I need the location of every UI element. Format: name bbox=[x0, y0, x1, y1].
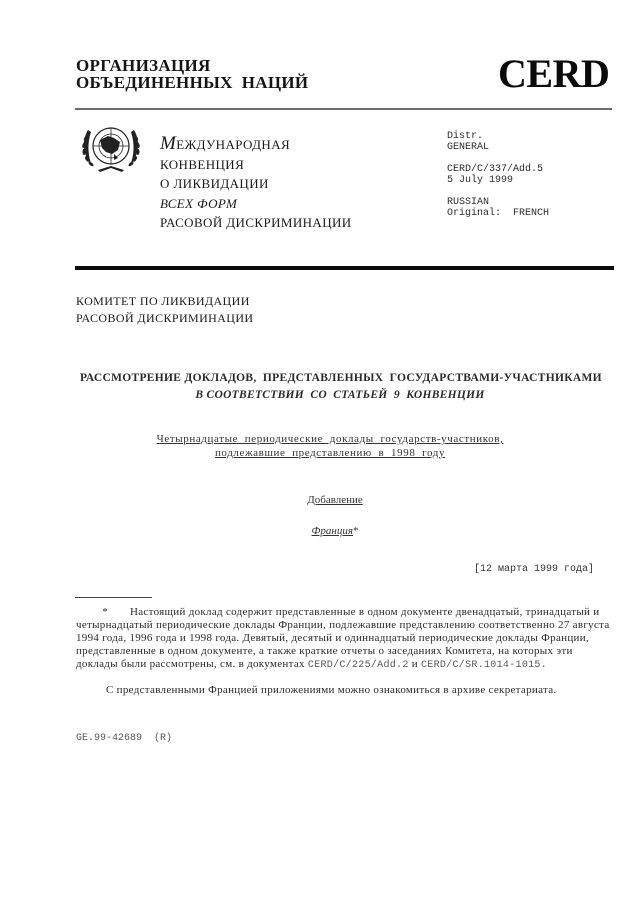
agenda-heading-line-1: РАССМОТРЕНИЕ ДОКЛАДОВ, ПРЕДСТАВЛЕННЫХ ГОСУДАРСТВАМИ-УЧАСТНИКАМИ bbox=[80, 372, 602, 384]
issue-date: 5 July 1999 bbox=[447, 175, 514, 186]
committee-line-2: РАСОВОЙ ДИСКРИМИНАЦИИ bbox=[76, 311, 254, 325]
report-date: [12 марта 1999 года] bbox=[474, 564, 595, 575]
convention-line-3: О ЛИКВИДАЦИИ bbox=[160, 176, 269, 191]
organization-name bbox=[76, 57, 308, 91]
footnote-paragraph-2: С представленными Францией приложениями можно ознакомиться в архиве секретариата. bbox=[106, 684, 557, 696]
doc-reference-2: CERD/C/SR.1014-1015. bbox=[421, 660, 548, 671]
agenda-heading bbox=[80, 370, 600, 404]
distribution-value: GENERAL bbox=[447, 142, 490, 153]
committee-name bbox=[76, 293, 253, 327]
title-divider bbox=[75, 266, 614, 270]
convention-line-2: КОНВЕНЦИЯ bbox=[160, 156, 245, 172]
distribution-label: Distr. bbox=[447, 131, 484, 142]
country-label: Франция bbox=[311, 525, 353, 537]
organization-line-1: ОРГАНИЗАЦИЯ bbox=[76, 56, 211, 75]
convention-line-4: ВСЕХ ФОРМ bbox=[160, 195, 238, 211]
footnote-paragraph-1: * Настоящий доклад содержит представленные в одном документе двенадцатый, тринадцатый и четырнадцатый периодические доклады Франции, подлежавшие представлению соответственно 27 августа 1994 года, 1996 года и 1998 года. Девятый, десятый и одиннадцатый периодические доклады Франции, представленные в одном документе, а также краткие отчеты о заседаниях Комитета, на которых эти доклады были рассмотрены, см. в документах CERD/C/225/Add.2 и CERD/C/SR.1014-1015. bbox=[76, 606, 610, 671]
agenda-heading-line-2: В СООТВЕТСТВИИ СО СТАТЬЕЙ 9 КОНВЕНЦИИ bbox=[195, 389, 485, 401]
footnote-divider bbox=[75, 597, 152, 598]
un-emblem-icon bbox=[78, 118, 144, 176]
report-subtitle-line-2: подлежавшие представлению в 1998 году bbox=[214, 446, 446, 459]
footnote-marker: * bbox=[352, 525, 359, 537]
organization-line-2: ОБЪЕДИНЕННЫХ НАЦИЙ bbox=[76, 73, 309, 92]
report-subtitle bbox=[120, 433, 540, 460]
convention-line-1: МЕЖДУНАРОДНАЯ bbox=[160, 133, 291, 154]
doc-reference-1: CERD/C/225/Add.2 bbox=[307, 660, 409, 671]
document-symbol-cerd: CERD bbox=[498, 51, 610, 96]
addendum-label: Добавление bbox=[307, 494, 363, 506]
convention-title bbox=[160, 134, 352, 233]
committee-line-1: КОМИТЕТ ПО ЛИКВИДАЦИИ bbox=[76, 294, 250, 308]
country-name bbox=[250, 525, 420, 538]
document-metadata bbox=[447, 131, 549, 219]
symbol-code: CERD/C/337/Add.5 bbox=[447, 164, 544, 175]
original-language: Original: FRENCH bbox=[447, 208, 550, 219]
footnote bbox=[76, 606, 610, 697]
convention-line-5: РАСОВОЙ ДИСКРИМИНАЦИИ bbox=[160, 215, 352, 230]
job-number: GE.99-42689 (R) bbox=[76, 733, 173, 744]
header-divider bbox=[75, 108, 612, 110]
report-subtitle-line-1: Четырнадцатые периодические доклады государств-участников, bbox=[156, 433, 504, 445]
language: RUSSIAN bbox=[447, 197, 490, 208]
